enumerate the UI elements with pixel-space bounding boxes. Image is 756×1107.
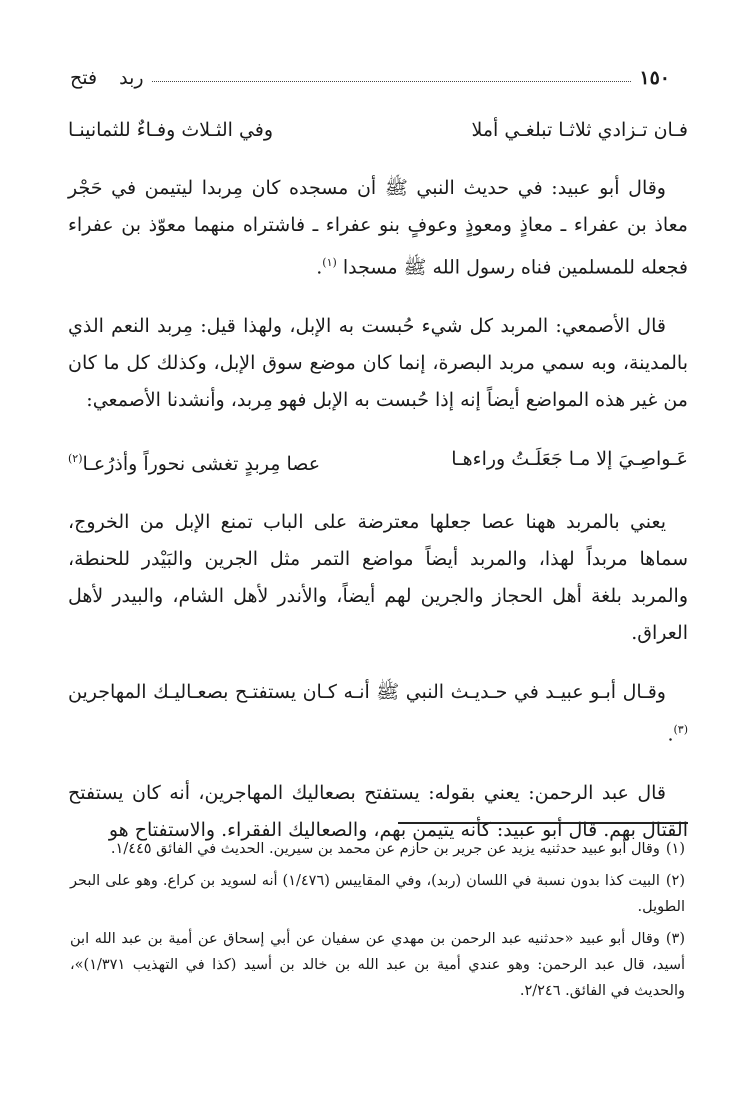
footnote-ref-1: (١) bbox=[322, 256, 337, 269]
page-number: ١٥٠ bbox=[639, 67, 670, 89]
verse-2-first-hemistich: عَـواصِـيَ إلا مـا جَعَلَـتُ وراءهـا bbox=[451, 448, 688, 471]
header-keyword-1: ربد bbox=[119, 67, 144, 89]
header-dotted-rule bbox=[152, 81, 632, 82]
footnote-1 bbox=[70, 836, 685, 862]
paragraph-5: قال عبد الرحمن: يعني بقوله: يستفتح بصعاليك المهاجرين، أنه كان يستفتح القتال بهم. قال أبو عبيد: كأنه يتيمن بهم، والصعاليك الفقراء. والاستفتاح هو bbox=[68, 781, 688, 841]
verse-2-second-hemistich-wrap bbox=[68, 441, 320, 481]
verse-2-second-hemistich: عصا مِربدٍ تغشى نحوراً وأذرُعـا bbox=[82, 452, 321, 475]
verse-1-second-hemistich: وفي الثـلاث وفـاءٌ للثمانينـا bbox=[68, 119, 274, 141]
footnote-1-number: (١) bbox=[665, 841, 685, 857]
paragraph-1: وقال أبو عبيد: في حديث النبي ﷺ أن مسجده كان مِربدا ليتيمن في حَجْر معاذ بن عفراء ـ معاذٍ ومعوذٍ وعوفٍ بنو عفراء ـ فاشتراه منهما معوّذ بن عفراء فجعله للمسلمين فناه رسول الله ﷺ مسجدا $^{(١)}$. bbox=[68, 177, 688, 279]
footnote-3 bbox=[70, 926, 685, 1004]
verse-1 bbox=[68, 112, 688, 148]
header-keyword-2: فتح bbox=[70, 67, 98, 89]
verse-2 bbox=[68, 441, 688, 481]
footnote-2-number: (٢) bbox=[665, 873, 685, 889]
paragraph-1-text: وقال أبو عبيد: في حديث النبي ﷺ أن مسجده كان مِربدا ليتيمن في حَجْر معاذ بن عفراء ـ معاذٍ ومعوذٍ وعوفٍ بنو عفراء ـ فاشتراه منهما معوّذ بن عفراء فجعله للمسلمين فناه رسول الله ﷺ مسجدا bbox=[68, 177, 688, 279]
paragraph-3: يعني بالمربد ههنا عصا جعلها معترضة على الباب تمنع الإبل من الخروج، سماها مربداً لهذا، والمربد أيضاً مواضع التمر مثل الجرين والبَيْدر للحنطة، والمربد بلغة أهل الحجاز والجرين لهم أيضاً، والأندر لأهل الشام، والبيدر لأهل العراق. bbox=[68, 510, 688, 644]
footnote-2 bbox=[70, 868, 685, 920]
header-keywords bbox=[70, 67, 144, 89]
paragraph-2: قال الأصمعي: المربد كل شيء حُبست به الإبل، ولهذا قيل: مِربد النعم الذي بالمدينة، وبه سمي مربد البصرة، إنما كان موضع سوق الإبل، وكذلك كل ما كان من غير هذه المواضع أيضاً إنه إذا حُبست به الإبل فهو مِربد، وأنشدنا الأصمعي: bbox=[68, 315, 688, 412]
footnote-3-number: (٣) bbox=[665, 931, 685, 947]
footnote-3-text: وقال أبو عبيد «حدثنيه عبد الرحمن بن مهدي عن سفيان عن أبي إسحاق عن أمية بن عبد الله ابن أسيد، قال عبد الرحمن: وهو عندي أمية بن عبد الله بن خالد بن أسيد (كذا في التهذيب ١/٣٧١)»، والحديث في الفائق. ٢/٢٤٦. bbox=[70, 931, 685, 999]
page-header bbox=[70, 60, 670, 96]
footnote-ref-2: (٢) bbox=[68, 452, 83, 466]
verse-1-first-hemistich: فـان تـزادي ثلاثـا تبلغـي أملا bbox=[471, 119, 688, 141]
footnote-ref-3: (٣) bbox=[673, 722, 688, 736]
footnote-separator bbox=[398, 822, 688, 824]
footnote-1-text: وقال أبو عبيد حدثنيه يزيد عن جرير بن حازم عن محمد بن سيرين. الحديث في الفائق ١/٤٤٥. bbox=[110, 841, 660, 857]
paragraph-4-text: وقـال أبـو عبيـد في حـديـث النبي ﷺ أنـه كـان يستفتـح بصعـاليـك المهاجرين bbox=[68, 680, 666, 703]
footnotes bbox=[70, 836, 685, 1010]
paragraph-4: وقـال أبـو عبيـد في حـديـث النبي ﷺ أنـه كـان يستفتـح بصعـاليـك المهاجرين $^{(٣)}$. bbox=[68, 680, 688, 745]
footnote-2-text: البيت كذا بدون نسبة في اللسان (ربد)، وفي المقاييس (١/٤٧٦) أنه لسويد بن كراع. وهو على البحر الطويل. bbox=[70, 873, 685, 915]
main-text bbox=[68, 112, 688, 871]
